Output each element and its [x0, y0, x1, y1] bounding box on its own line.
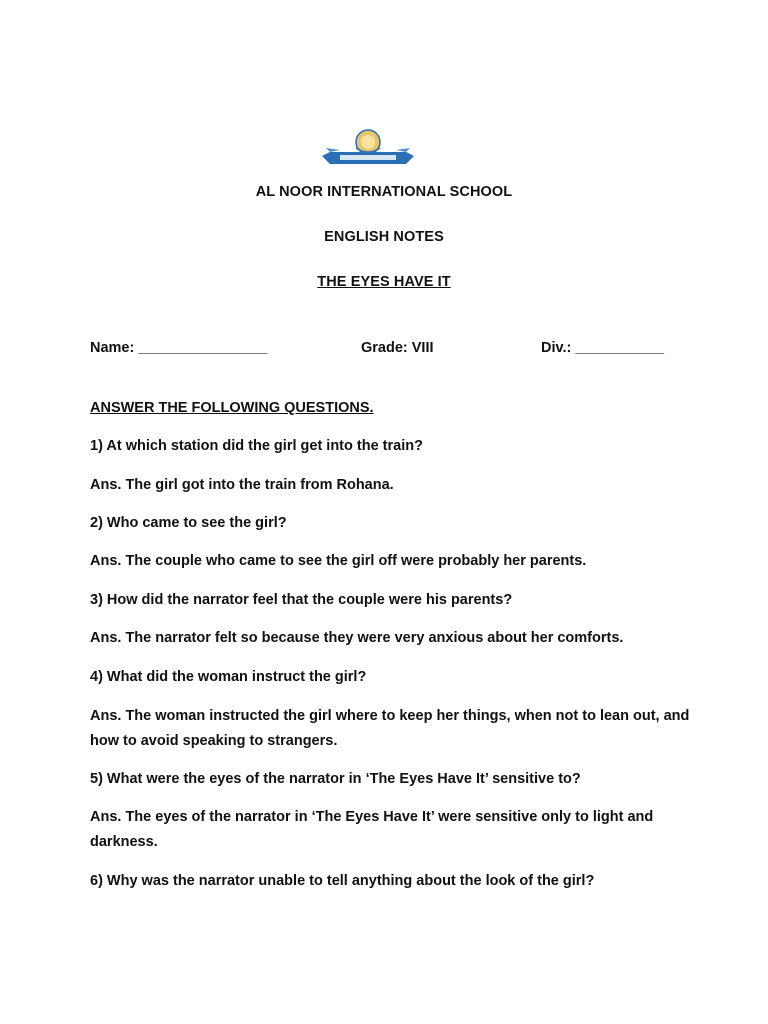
chapter-title: THE EYES HAVE IT	[317, 274, 451, 290]
subject-title: ENGLISH NOTES	[324, 229, 444, 245]
name-field-label: Name: ________________	[90, 340, 268, 356]
grade-label: Grade: VIII	[361, 340, 434, 356]
answer-2: Ans. The couple who came to see the girl off were probably her parents.	[90, 553, 587, 569]
answer-3: Ans. The narrator felt so because they were very anxious about her comforts.	[90, 630, 624, 646]
question-4: 4) What did the woman instruct the girl?	[90, 669, 367, 685]
division-field-label: Div.: ___________	[541, 340, 665, 356]
question-1: 1) At which station did the girl get into the train?	[90, 438, 423, 454]
question-2: 2) Who came to see the girl?	[90, 515, 287, 531]
section-heading: ANSWER THE FOLLOWING QUESTIONS.	[90, 400, 374, 416]
question-5: 5) What were the eyes of the narrator in ‘The Eyes Have It’ sensitive to?	[90, 771, 581, 787]
school-name: AL NOOR INTERNATIONAL SCHOOL	[255, 184, 513, 200]
question-3: 3) How did the narrator feel that the couple were his parents?	[90, 592, 513, 608]
answer-1: Ans. The girl got into the train from Rohana.	[90, 477, 394, 493]
answer-5: Ans. The eyes of the narrator in ‘The Eyes Have It’ were sensitive only to light and darkness.	[90, 809, 654, 850]
school-crest-logo	[320, 126, 416, 170]
answer-4: Ans. The woman instructed the girl where to keep her things, when not to lean out, and how to avoid speaking to strangers.	[90, 708, 690, 749]
question-6: 6) Why was the narrator unable to tell anything about the look of the girl?	[90, 873, 595, 889]
